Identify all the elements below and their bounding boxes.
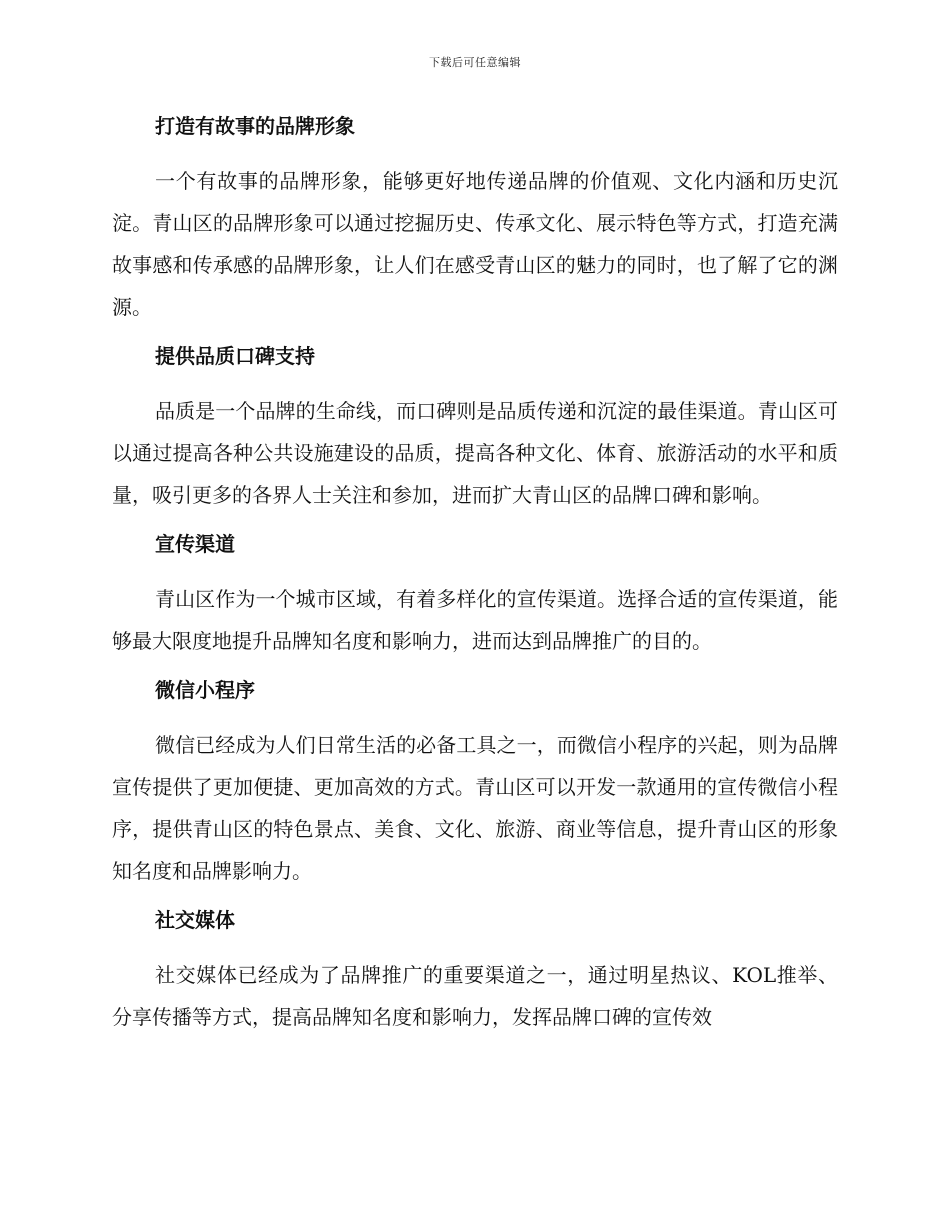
section-paragraph: 微信已经成为人们日常生活的必备工具之一，而微信小程序的兴起，则为品牌宣传提供了更加便捷、更加高效的方式。青山区可以开发一款通用的宣传微信小程序，提供青山区的特色景点、美食、文化、旅游、商业等信息，提升青山区的形象知名度和品牌影响力。 — [112, 733, 838, 883]
section-paragraph: 品质是一个品牌的生命线，而口碑则是品质传递和沉淀的最佳渠道。青山区可以通过提高各种公共设施建设的品质，提高各种文化、体育、旅游活动的水平和质量，吸引更多的各界人士关注和参加，进而扩大青山区的品牌口碑和影响。 — [112, 399, 838, 507]
section-quality-reputation — [112, 340, 838, 516]
section-wechat-miniprogram — [112, 674, 838, 892]
document-body — [112, 110, 838, 1050]
section-social-media — [112, 904, 838, 1038]
section-heading: 社交媒体 — [155, 908, 235, 932]
section-heading: 宣传渠道 — [155, 532, 235, 556]
page-header-note: 下载后可任意编辑 — [429, 56, 521, 69]
section-paragraph: 青山区作为一个城市区域，有着多样化的宣传渠道。选择合适的宣传渠道，能够最大限度地提升品牌知名度和影响力，进而达到品牌推广的目的。 — [112, 587, 838, 653]
section-heading: 微信小程序 — [155, 678, 255, 702]
section-heading: 提供品质口碑支持 — [155, 344, 315, 368]
section-paragraph: 一个有故事的品牌形象，能够更好地传递品牌的价值观、文化内涵和历史沉淀。青山区的品牌形象可以通过挖掘历史、传承文化、展示特色等方式，打造充满故事感和传承感的品牌形象，让人们在感受青山区的魅力的同时，也了解了它的渊源。 — [112, 169, 838, 319]
section-brand-story — [112, 110, 838, 328]
section-paragraph: 社交媒体已经成为了品牌推广的重要渠道之一，通过明星热议、KOL推举、分享传播等方式，提高品牌知名度和影响力，发挥品牌口碑的宣传效 — [112, 963, 838, 1029]
section-heading: 打造有故事的品牌形象 — [155, 114, 355, 138]
section-promotion-channels — [112, 528, 838, 662]
